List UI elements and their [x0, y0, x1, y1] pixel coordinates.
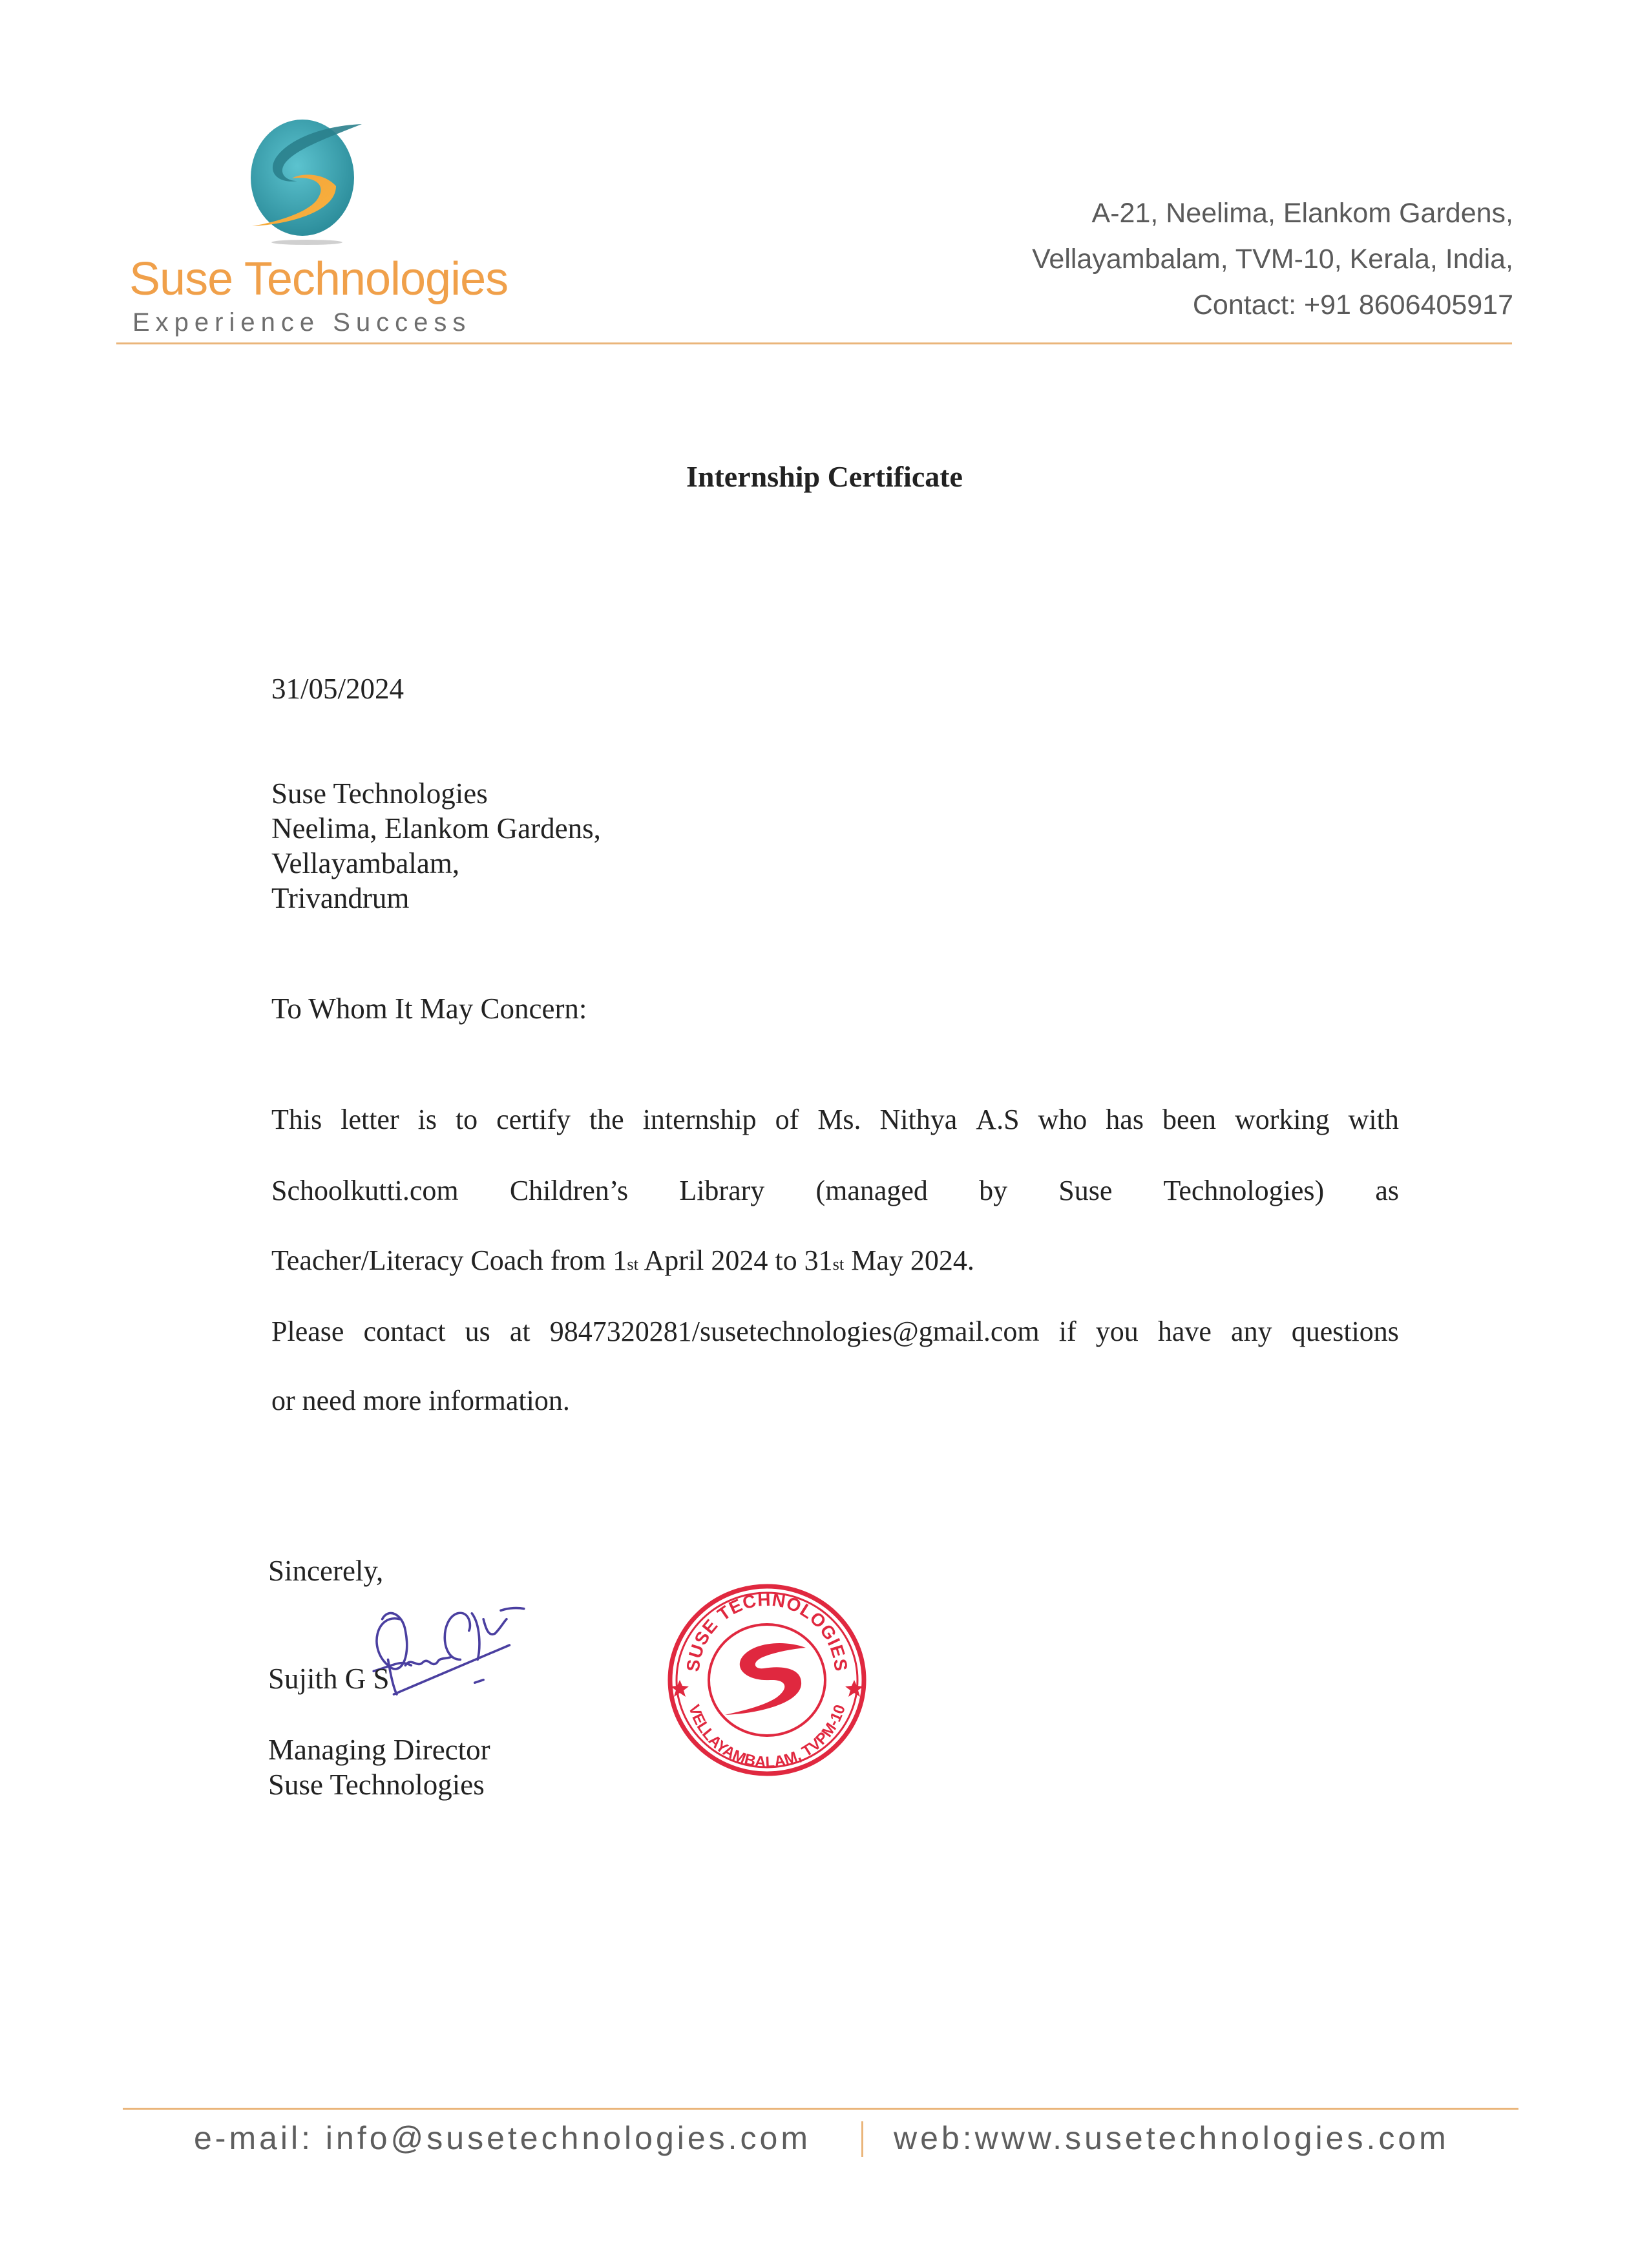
body-word: Ms. [817, 1104, 861, 1135]
company-tagline: Experience Success [132, 308, 472, 337]
company-logo [233, 116, 375, 246]
footer-separator [861, 2121, 863, 2157]
body-word: have [1157, 1316, 1212, 1347]
footer-website[interactable]: web:www.susetechnologies.com [894, 2120, 1449, 2156]
body-word: internship [642, 1104, 757, 1135]
body-paragraph-1-line-3: Teacher/Literacy Coach from 1 st April 2024 to 31 st May 2024. [271, 1243, 1399, 1279]
seal-bottom-text: VELLAYAMBALAM, TVPM-10 [685, 1702, 849, 1772]
body-word: to [455, 1104, 478, 1135]
body-word: us [465, 1316, 490, 1347]
salutation: To Whom It May Concern: [271, 992, 587, 1025]
body-paragraph-2-line-2 [271, 1383, 1399, 1419]
company-seal [654, 1577, 880, 1783]
body-word: as [1375, 1175, 1399, 1206]
body-word: been [1162, 1104, 1216, 1135]
body-word: has [1106, 1104, 1144, 1135]
body-word: Please [271, 1316, 344, 1347]
body-word: Library [679, 1175, 765, 1206]
body-word: This [271, 1104, 322, 1135]
body-paragraph-2-line-1 [271, 1314, 1399, 1350]
body-word: Technologies) [1163, 1175, 1325, 1206]
letter-date: 31/05/2024 [271, 673, 404, 705]
internship-start-text: April 2024 to 31 [638, 1244, 833, 1276]
signatory-company: Suse Technologies [268, 1769, 485, 1801]
body-word: (managed [815, 1175, 928, 1206]
internship-end-text: May 2024. [844, 1244, 974, 1276]
address-line-2: Vellayambalam, TVM-10, Kerala, India, [1032, 244, 1513, 275]
swirl-s-logo-icon [233, 116, 375, 246]
header-divider [116, 342, 1512, 344]
svg-text:VELLAYAMBALAM, TVPM-10 [685, 1703, 849, 1771]
body-paragraph-2-line-2-text: or need more information. [271, 1385, 570, 1416]
recipient-line-4: Trivandrum [271, 882, 410, 914]
document-title: Internship Certificate [686, 460, 963, 493]
body-word: who [1038, 1104, 1087, 1135]
recipient-line-2: Neelima, Elankom Gardens, [271, 812, 601, 845]
body-word: 9847320281/susetechnologies@gmail.com [549, 1316, 1040, 1347]
svg-text:SUSE TECHNOLOGIES [683, 1590, 852, 1673]
body-word: Schoolkutti.com [271, 1175, 459, 1206]
body-word: working [1234, 1104, 1330, 1135]
body-word: questions [1291, 1316, 1399, 1347]
body-word: you [1095, 1316, 1139, 1347]
body-paragraph-1-line-2 [271, 1173, 1399, 1209]
body-paragraph-1-line-1 [271, 1102, 1399, 1138]
body-word: at [509, 1316, 530, 1347]
body-word: letter [341, 1104, 399, 1135]
body-word: contact [363, 1316, 446, 1347]
body-word: of [775, 1104, 799, 1135]
body-word: if [1058, 1316, 1077, 1347]
body-word: A.S [976, 1104, 1020, 1135]
contact-number: Contact: +91 8606405917 [1192, 289, 1513, 320]
body-word: the [589, 1104, 624, 1135]
footer-divider [123, 2108, 1518, 2110]
seal-top-text: SUSE TECHNOLOGIES [682, 1589, 852, 1673]
body-word: certify [496, 1104, 571, 1135]
recipient-line-1: Suse Technologies [271, 777, 488, 810]
body-word: is [417, 1104, 437, 1135]
body-word: Nithya [879, 1104, 958, 1135]
address-line-1: A-21, Neelima, Elankom Gardens, [1091, 198, 1513, 229]
company-seal-icon [654, 1577, 880, 1783]
closing: Sincerely, [268, 1555, 384, 1587]
recipient-line-3: Vellayambalam, [271, 847, 460, 879]
body-word: with [1348, 1104, 1399, 1135]
body-word: any [1231, 1316, 1272, 1347]
body-word: by [979, 1175, 1008, 1206]
internship-role-text: Teacher/Literacy Coach from 1 [271, 1244, 627, 1276]
footer-email[interactable]: e-mail: info@susetechnologies.com [194, 2120, 812, 2156]
body-word: Suse [1058, 1175, 1113, 1206]
signatory-name: Sujith G S [268, 1663, 390, 1695]
signatory-title: Managing Director [268, 1734, 490, 1766]
body-word: Children’s [509, 1175, 629, 1206]
company-name: Suse Technologies [129, 253, 509, 305]
